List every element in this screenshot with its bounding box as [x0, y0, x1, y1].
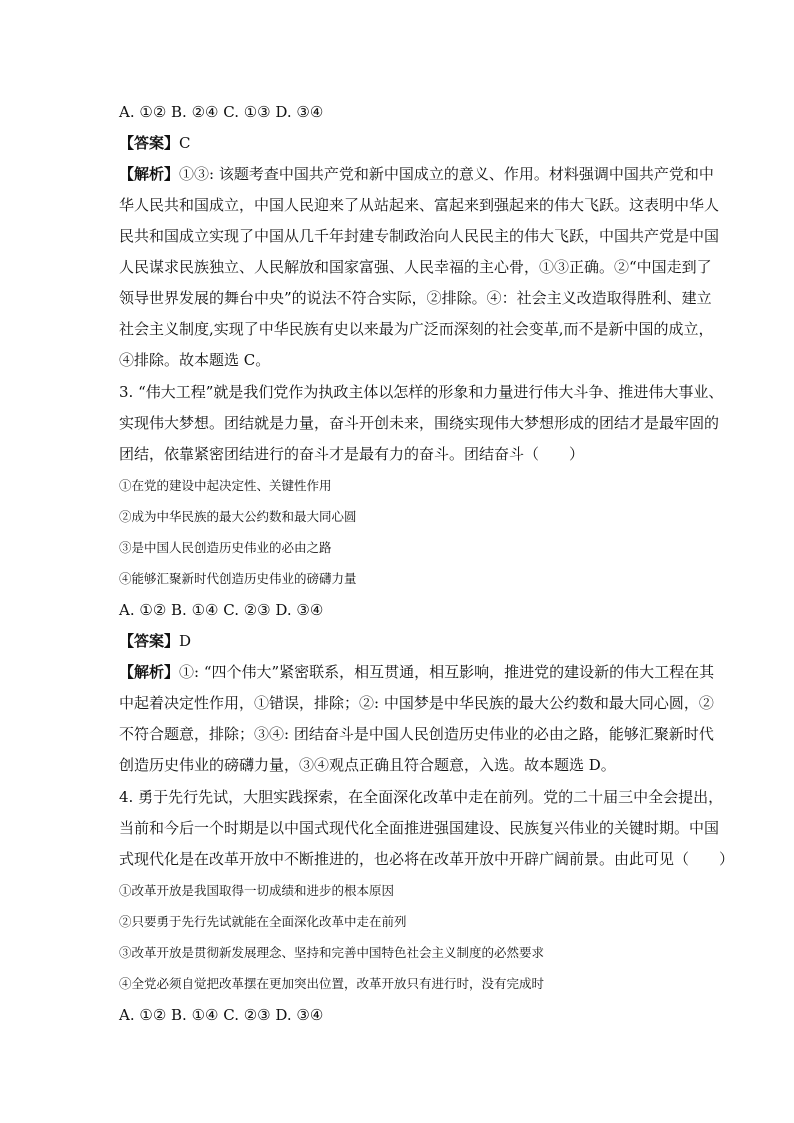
q2-explanation-line: 人民谋求民族独立、人民解放和国家富强、人民幸福的主心骨，①③正确。②“中国走到了	[119, 258, 712, 276]
q3-stem-line: 3. “伟大工程”就是我们党作为执政主体以怎样的形象和力量进行伟大斗争、推进伟大事业、	[119, 383, 724, 401]
q2-choices: A. ①② B. ②④ C. ①③ D. ③④	[119, 103, 324, 121]
q4-option: ③改革开放是贯彻新发展理念、坚持和完善中国特色社会主义制度的必然要求	[119, 945, 545, 960]
q3-choices: A. ①② B. ①④ C. ②③ D. ③④	[119, 601, 324, 619]
answer-label: 【答案】	[119, 134, 180, 152]
q3-option: ③是中国人民创造历史伟业的必由之路	[119, 540, 332, 555]
q2-answer	[119, 133, 679, 153]
q4-stem-line: 式现代化是在改革开放中不断推进的，也必将在改革开放中开辟广阔前景。由此可见（ ）	[119, 850, 735, 868]
q4-option: ②只要勇于先行先试就能在全面深化改革中走在前列	[119, 914, 407, 929]
q3-explanation-line: 不符合题意，排除；③④: 团结奋斗是中国人民创造历史伟业的必由之路，能够汇聚新时代	[119, 725, 714, 743]
q4-stem-line: 当前和今后一个时期是以中国式现代化全面推进强国建设、民族复兴伟业的关键时期。中国	[119, 819, 720, 837]
q4-option: ①改革开放是我国取得一切成绩和进步的根本原因	[119, 883, 395, 898]
q2-explanation-line: ④排除。故本题选 C。	[119, 351, 271, 369]
answer-value: C	[179, 134, 191, 152]
q3-option: ①在党的建设中起决定性、关键性作用	[119, 478, 332, 493]
q2-explanation-line: 社会主义制度,实现了中华民族有史以来最为广泛而深刻的社会变革,而不是新中国的成立，	[119, 320, 714, 338]
q3-answer	[119, 631, 679, 651]
q4-stem-line: 4. 勇于先行先试，大胆实践探索，在全面深化改革中走在前列。党的二十届三中全会提出，	[119, 788, 724, 806]
q2-explanation-line: 民共和国成立实现了中国从几千年封建专制政治向人民民主的伟大飞跃，中国共产党是中国	[119, 227, 720, 245]
q2-explanation-line: 华人民共和国成立，中国人民迎来了从站起来、富起来到强起来的伟大飞跃。这表明中华人	[119, 196, 720, 214]
answer-value: D	[179, 632, 192, 650]
explanation-label: 【解析】	[119, 165, 180, 183]
q2-explanation-line: 领导世界发展的舞台中央”的说法不符合实际，②排除。④：社会主义改造取得胜利、建立	[119, 289, 712, 307]
q2-explanation-line: 【解析】①③: 该题考查中国共产党和新中国成立的意义、作用。材料强调中国共产党和中	[119, 165, 714, 183]
answer-label: 【答案】	[119, 632, 180, 650]
q4-option: ④全党必须自觉把改革摆在更加突出位置，改革开放只有进行时，没有完成时	[119, 976, 545, 991]
q3-explanation-line: 中起着决定性作用，①错误，排除；②: 中国梦是中华民族的最大公约数和最大同心圆，②	[119, 694, 714, 712]
explanation-label: 【解析】	[119, 663, 180, 681]
q3-explanation-line: 【解析】①: “四个伟大”紧密联系，相互贯通，相互影响，推进党的建设新的伟大工程在其	[119, 663, 715, 681]
q4-choices: A. ①② B. ①④ C. ②③ D. ③④	[119, 1006, 324, 1024]
q3-stem-line: 团结，依靠紧密团结进行的奋斗才是最有力的奋斗。团结奋斗（ ）	[119, 445, 585, 463]
q3-stem-line: 实现伟大梦想。团结就是力量，奋斗开创未来，围绕实现伟大梦想形成的团结才是最牢固的	[119, 414, 720, 432]
q3-option: ②成为中华民族的最大公约数和最大同心圆	[119, 509, 357, 524]
q3-option: ④能够汇聚新时代创造历史伟业的磅礴力量	[119, 571, 357, 586]
q3-explanation-line: 创造历史伟业的磅礴力量，③④观点正确且符合题意，入选。故本题选 D。	[119, 756, 616, 774]
